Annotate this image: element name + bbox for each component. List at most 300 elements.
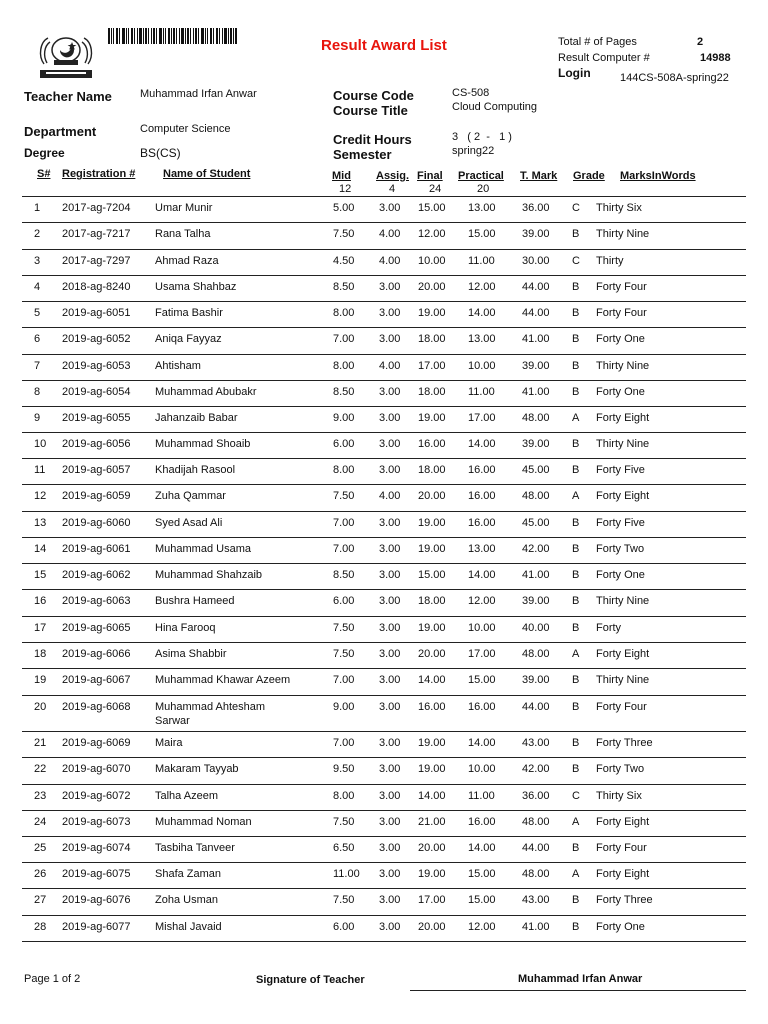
row-mid: 6.00 — [333, 438, 355, 450]
row-final: 19.00 — [418, 737, 446, 749]
row-marks-in-words: Forty Eight — [596, 490, 650, 502]
row-separator — [22, 695, 746, 696]
row-tmark: 48.00 — [522, 868, 550, 880]
row-practical: 17.00 — [468, 648, 496, 660]
row-sno: 6 — [34, 333, 41, 345]
row-mid: 11.00 — [333, 868, 360, 880]
row-final: 19.00 — [418, 412, 446, 424]
row-grade: A — [572, 816, 580, 828]
row-grade: B — [572, 307, 580, 319]
row-student-name: Maira — [155, 737, 183, 749]
row-final: 19.00 — [418, 868, 446, 880]
row-student-name: Zuha Qammar — [155, 490, 226, 502]
row-separator — [22, 301, 746, 302]
row-sno: 10 — [34, 438, 47, 450]
row-mid: 9.50 — [333, 763, 355, 775]
semester-label: Semester — [333, 147, 392, 162]
signature-line — [410, 990, 746, 991]
row-sno: 22 — [34, 763, 47, 775]
row-final: 20.00 — [418, 842, 446, 854]
row-practical: 16.00 — [468, 517, 496, 529]
degree-label: Degree — [24, 146, 65, 160]
row-grade: B — [572, 921, 580, 933]
row-registration: 2019-ag-6066 — [62, 648, 131, 660]
row-sno: 5 — [34, 307, 41, 319]
row-tmark: 44.00 — [522, 842, 550, 854]
login-value: 144CS-508A-spring22 — [620, 72, 729, 84]
row-sno: 2 — [34, 228, 41, 240]
row-practical: 13.00 — [468, 543, 496, 555]
row-practical: 12.00 — [468, 595, 496, 607]
row-assig: 3.00 — [379, 543, 401, 555]
row-registration: 2019-ag-6072 — [62, 790, 131, 802]
row-mid: 7.00 — [333, 543, 355, 555]
row-student-name-cont: Sarwar — [155, 715, 190, 727]
row-grade: B — [572, 569, 580, 581]
row-tmark: 30.00 — [522, 255, 550, 267]
row-assig: 3.00 — [379, 464, 401, 476]
row-sno: 14 — [34, 543, 47, 555]
row-student-name: Ahtisham — [155, 360, 201, 372]
row-grade: B — [572, 333, 580, 345]
row-tmark: 42.00 — [522, 543, 550, 555]
row-registration: 2019-ag-6056 — [62, 438, 131, 450]
row-assig: 3.00 — [379, 737, 401, 749]
row-assig: 3.00 — [379, 333, 401, 345]
row-tmark: 39.00 — [522, 438, 550, 450]
row-separator — [22, 888, 746, 889]
row-final: 19.00 — [418, 763, 446, 775]
row-tmark: 48.00 — [522, 648, 550, 660]
row-marks-in-words: Thirty Six — [596, 202, 642, 214]
row-assig: 3.00 — [379, 842, 401, 854]
row-mid: 8.00 — [333, 790, 355, 802]
row-final: 19.00 — [418, 543, 446, 555]
row-practical: 13.00 — [468, 202, 496, 214]
row-marks-in-words: Forty One — [596, 569, 645, 581]
row-tmark: 48.00 — [522, 816, 550, 828]
row-assig: 3.00 — [379, 763, 401, 775]
row-mid: 8.00 — [333, 464, 355, 476]
row-practical: 14.00 — [468, 569, 496, 581]
row-grade: B — [572, 595, 580, 607]
row-sno: 13 — [34, 517, 47, 529]
page-indicator: Page 1 of 2 — [24, 973, 81, 985]
row-marks-in-words: Forty Eight — [596, 868, 650, 880]
row-separator — [22, 784, 746, 785]
row-registration: 2019-ag-6070 — [62, 763, 131, 775]
row-registration: 2019-ag-6073 — [62, 816, 131, 828]
row-tmark: 48.00 — [522, 490, 550, 502]
row-sno: 18 — [34, 648, 47, 660]
row-marks-in-words: Forty Eight — [596, 816, 650, 828]
row-separator — [22, 484, 746, 485]
row-practical: 10.00 — [468, 763, 496, 775]
row-sno: 19 — [34, 674, 47, 686]
row-marks-in-words: Thirty Nine — [596, 360, 650, 372]
row-tmark: 45.00 — [522, 464, 550, 476]
row-final: 17.00 — [418, 894, 446, 906]
row-sno: 9 — [34, 412, 41, 424]
col-header-sno: S# — [37, 168, 51, 180]
row-practical: 16.00 — [468, 490, 496, 502]
row-registration: 2019-ag-6059 — [62, 490, 131, 502]
row-sno: 21 — [34, 737, 47, 749]
col-header-grade: Grade — [573, 170, 605, 182]
row-separator — [22, 511, 746, 512]
row-tmark: 41.00 — [522, 386, 550, 398]
row-separator — [22, 731, 746, 732]
row-registration: 2019-ag-6053 — [62, 360, 131, 372]
row-assig: 3.00 — [379, 281, 401, 293]
row-final: 17.00 — [418, 360, 446, 372]
row-assig: 3.00 — [379, 307, 401, 319]
row-sno: 11 — [34, 464, 46, 476]
row-mid: 6.50 — [333, 842, 355, 854]
row-tmark: 41.00 — [522, 569, 550, 581]
row-grade: B — [572, 894, 580, 906]
row-separator — [22, 327, 746, 328]
row-assig: 3.00 — [379, 386, 401, 398]
row-registration: 2019-ag-6075 — [62, 868, 131, 880]
row-assig: 4.00 — [379, 228, 401, 240]
document-title: Result Award List — [321, 37, 447, 54]
credit-hours-label: Credit Hours — [333, 132, 412, 147]
row-separator — [22, 563, 746, 564]
row-tmark: 39.00 — [522, 595, 550, 607]
row-registration: 2017-ag-7204 — [62, 202, 131, 214]
row-sno: 15 — [34, 569, 47, 581]
row-practical: 16.00 — [468, 816, 496, 828]
course-code-label: Course Code — [333, 88, 414, 103]
row-mid: 7.50 — [333, 894, 355, 906]
max-mid: 12 — [339, 183, 352, 195]
row-mid: 7.50 — [333, 816, 355, 828]
row-assig: 4.00 — [379, 255, 401, 267]
course-code-value: CS-508 — [452, 87, 490, 99]
row-registration: 2019-ag-6063 — [62, 595, 131, 607]
row-separator — [22, 458, 746, 459]
row-practical: 16.00 — [468, 464, 496, 476]
row-separator — [22, 810, 746, 811]
row-grade: B — [572, 281, 580, 293]
row-assig: 3.00 — [379, 412, 401, 424]
row-marks-in-words: Forty Eight — [596, 412, 650, 424]
row-tmark: 40.00 — [522, 622, 550, 634]
login-label: Login — [558, 66, 591, 80]
row-student-name: Muhammad Khawar Azeem — [155, 674, 291, 686]
row-separator — [22, 941, 746, 942]
row-practical: 10.00 — [468, 622, 496, 634]
row-student-name: Muhammad Shoaib — [155, 438, 251, 450]
row-student-name: Ahmad Raza — [155, 255, 219, 267]
row-grade: B — [572, 842, 580, 854]
row-mid: 8.50 — [333, 569, 355, 581]
row-assig: 3.00 — [379, 894, 401, 906]
row-grade: B — [572, 622, 580, 634]
row-separator — [22, 642, 746, 643]
row-final: 20.00 — [418, 648, 446, 660]
row-mid: 7.50 — [333, 622, 355, 634]
row-mid: 6.00 — [333, 595, 355, 607]
row-tmark: 43.00 — [522, 894, 550, 906]
row-assig: 3.00 — [379, 921, 401, 933]
row-tmark: 44.00 — [522, 307, 550, 319]
row-student-name: Mishal Javaid — [155, 921, 222, 933]
row-separator — [22, 537, 746, 538]
row-grade: A — [572, 648, 580, 660]
row-student-name: Khadijah Rasool — [155, 464, 236, 476]
row-sno: 7 — [34, 360, 41, 372]
row-registration: 2019-ag-6077 — [62, 921, 131, 933]
row-separator — [22, 836, 746, 837]
row-student-name: Jahanzaib Babar — [155, 412, 238, 424]
row-marks-in-words: Thirty Nine — [596, 595, 650, 607]
col-header-registration: Registration # — [62, 168, 136, 180]
row-marks-in-words: Forty Three — [596, 894, 653, 906]
row-marks-in-words: Forty Two — [596, 763, 645, 775]
row-mid: 8.00 — [333, 307, 355, 319]
row-practical: 14.00 — [468, 438, 496, 450]
row-marks-in-words: Forty One — [596, 333, 645, 345]
row-marks-in-words: Forty Three — [596, 737, 653, 749]
row-assig: 3.00 — [379, 674, 401, 686]
row-mid: 7.50 — [333, 228, 355, 240]
row-grade: B — [572, 438, 580, 450]
row-final: 16.00 — [418, 701, 446, 713]
row-student-name: Fatima Bashir — [155, 307, 223, 319]
row-tmark: 44.00 — [522, 281, 550, 293]
row-registration: 2019-ag-6061 — [62, 543, 131, 555]
row-marks-in-words: Thirty Nine — [596, 228, 650, 240]
row-assig: 3.00 — [379, 595, 401, 607]
row-student-name: Shafa Zaman — [155, 868, 222, 880]
row-assig: 3.00 — [379, 517, 401, 529]
row-tmark: 39.00 — [522, 360, 550, 372]
row-assig: 3.00 — [379, 569, 401, 581]
row-marks-in-words: Forty One — [596, 386, 645, 398]
row-practical: 15.00 — [468, 894, 496, 906]
row-practical: 12.00 — [468, 921, 496, 933]
row-sno: 16 — [34, 595, 47, 607]
row-final: 15.00 — [418, 569, 446, 581]
row-tmark: 42.00 — [522, 763, 550, 775]
row-sno: 12 — [34, 490, 47, 502]
row-student-name: Aniqa Fayyaz — [155, 333, 222, 345]
row-grade: C — [572, 202, 580, 214]
row-marks-in-words: Thirty Nine — [596, 674, 650, 686]
row-mid: 8.00 — [333, 360, 355, 372]
row-assig: 4.00 — [379, 360, 401, 372]
row-mid: 5.00 — [333, 202, 355, 214]
row-student-name: Umar Munir — [155, 202, 213, 214]
row-mid: 7.00 — [333, 737, 355, 749]
row-separator — [22, 222, 746, 223]
row-practical: 11.00 — [468, 386, 495, 398]
row-sno: 17 — [34, 622, 47, 634]
course-title-label: Course Title — [333, 103, 408, 118]
row-assig: 4.00 — [379, 490, 401, 502]
row-registration: 2019-ag-6065 — [62, 622, 131, 634]
col-header-tmark: T. Mark — [520, 170, 558, 182]
row-practical: 14.00 — [468, 737, 496, 749]
row-final: 20.00 — [418, 921, 446, 933]
row-marks-in-words: Forty Four — [596, 842, 647, 854]
row-registration: 2019-ag-6054 — [62, 386, 131, 398]
row-final: 19.00 — [418, 622, 446, 634]
row-separator — [22, 668, 746, 669]
row-sno: 26 — [34, 868, 47, 880]
row-grade: A — [572, 412, 580, 424]
credit-hours-value: 3 ( 2 - 1 ) — [452, 131, 512, 143]
row-sno: 27 — [34, 894, 47, 906]
row-tmark: 41.00 — [522, 333, 550, 345]
row-grade: B — [572, 674, 580, 686]
row-assig: 3.00 — [379, 202, 401, 214]
row-final: 19.00 — [418, 307, 446, 319]
row-student-name: Muhammad Shahzaib — [155, 569, 263, 581]
row-separator — [22, 757, 746, 758]
row-final: 14.00 — [418, 674, 446, 686]
row-grade: A — [572, 868, 580, 880]
row-tmark: 48.00 — [522, 412, 550, 424]
row-student-name: Zoha Usman — [155, 894, 218, 906]
row-grade: B — [572, 386, 580, 398]
row-final: 15.00 — [418, 202, 446, 214]
row-mid: 8.50 — [333, 386, 355, 398]
row-tmark: 43.00 — [522, 737, 550, 749]
row-final: 21.00 — [418, 816, 446, 828]
max-practical: 20 — [477, 183, 490, 195]
col-header-assig: Assig. — [376, 170, 410, 182]
row-sno: 8 — [34, 386, 41, 398]
row-registration: 2019-ag-6060 — [62, 517, 131, 529]
row-final: 19.00 — [418, 517, 446, 529]
row-marks-in-words: Forty Five — [596, 464, 645, 476]
row-marks-in-words: Thirty Six — [596, 790, 642, 802]
row-practical: 16.00 — [468, 701, 496, 713]
department-value: Computer Science — [140, 123, 231, 135]
row-assig: 3.00 — [379, 868, 401, 880]
row-grade: C — [572, 790, 580, 802]
row-mid: 4.50 — [333, 255, 355, 267]
row-sno: 20 — [34, 701, 47, 713]
row-sno: 28 — [34, 921, 47, 933]
row-sno: 4 — [34, 281, 41, 293]
row-separator — [22, 406, 746, 407]
row-practical: 17.00 — [468, 412, 496, 424]
row-sno: 23 — [34, 790, 47, 802]
row-grade: B — [572, 360, 580, 372]
row-grade: B — [572, 543, 580, 555]
row-final: 18.00 — [418, 595, 446, 607]
row-tmark: 39.00 — [522, 674, 550, 686]
signature-name: Muhammad Irfan Anwar — [518, 973, 643, 985]
row-student-name: Muhammad Noman — [155, 816, 252, 828]
row-practical: 11.00 — [468, 255, 495, 267]
max-final: 24 — [429, 183, 442, 195]
row-final: 10.00 — [418, 255, 446, 267]
row-final: 14.00 — [418, 790, 446, 802]
row-grade: B — [572, 228, 580, 240]
row-student-name: Hina Farooq — [155, 622, 216, 634]
row-practical: 14.00 — [468, 842, 496, 854]
row-separator — [22, 862, 746, 863]
row-separator — [22, 915, 746, 916]
row-assig: 3.00 — [379, 622, 401, 634]
row-grade: B — [572, 701, 580, 713]
teacher-name-value: Muhammad Irfan Anwar — [140, 88, 257, 100]
semester-value: spring22 — [452, 145, 495, 157]
row-separator — [22, 275, 746, 276]
row-tmark: 36.00 — [522, 790, 550, 802]
row-registration: 2019-ag-6076 — [62, 894, 131, 906]
row-assig: 3.00 — [379, 701, 401, 713]
row-registration: 2019-ag-6069 — [62, 737, 131, 749]
row-student-name: Tasbiha Tanveer — [155, 842, 235, 854]
department-label: Department — [24, 124, 97, 139]
row-mid: 9.00 — [333, 701, 355, 713]
row-mid: 7.50 — [333, 648, 355, 660]
row-registration: 2017-ag-7297 — [62, 255, 131, 267]
row-marks-in-words: Thirty — [596, 255, 624, 267]
row-student-name: Muhammad Abubakr — [155, 386, 257, 398]
row-registration: 2019-ag-6062 — [62, 569, 131, 581]
row-marks-in-words: Forty Two — [596, 543, 645, 555]
row-final: 18.00 — [418, 386, 446, 398]
row-grade: A — [572, 490, 580, 502]
row-student-name: Bushra Hameed — [155, 595, 235, 607]
row-marks-in-words: Forty — [596, 622, 622, 634]
row-assig: 3.00 — [379, 790, 401, 802]
row-separator — [22, 196, 746, 197]
row-mid: 7.00 — [333, 517, 355, 529]
row-sno: 1 — [34, 202, 41, 214]
row-tmark: 36.00 — [522, 202, 550, 214]
row-mid: 9.00 — [333, 412, 355, 424]
row-practical: 13.00 — [468, 333, 496, 345]
row-registration: 2019-ag-6068 — [62, 701, 131, 713]
col-header-name: Name of Student — [163, 168, 251, 180]
row-marks-in-words: Forty Eight — [596, 648, 650, 660]
row-final: 20.00 — [418, 281, 446, 293]
course-title-value: Cloud Computing — [452, 101, 537, 113]
university-logo — [34, 30, 98, 80]
row-final: 18.00 — [418, 333, 446, 345]
row-practical: 15.00 — [468, 674, 496, 686]
row-assig: 3.00 — [379, 648, 401, 660]
col-header-final: Final — [417, 170, 443, 182]
row-tmark: 45.00 — [522, 517, 550, 529]
row-student-name: Talha Azeem — [155, 790, 218, 802]
row-final: 18.00 — [418, 464, 446, 476]
row-final: 20.00 — [418, 490, 446, 502]
row-mid: 7.00 — [333, 674, 355, 686]
col-header-mid: Mid — [332, 170, 351, 182]
degree-value: BS(CS) — [140, 146, 181, 160]
row-student-name: Usama Shahbaz — [155, 281, 237, 293]
row-marks-in-words: Forty One — [596, 921, 645, 933]
row-student-name: Muhammad Usama — [155, 543, 251, 555]
row-mid: 7.50 — [333, 490, 355, 502]
row-student-name: Asima Shabbir — [155, 648, 227, 660]
total-pages-value: 2 — [697, 36, 704, 48]
result-computer-value: 14988 — [700, 52, 731, 64]
row-practical: 11.00 — [468, 790, 495, 802]
row-mid: 6.00 — [333, 921, 355, 933]
row-separator — [22, 589, 746, 590]
col-header-practical: Practical — [458, 170, 504, 182]
